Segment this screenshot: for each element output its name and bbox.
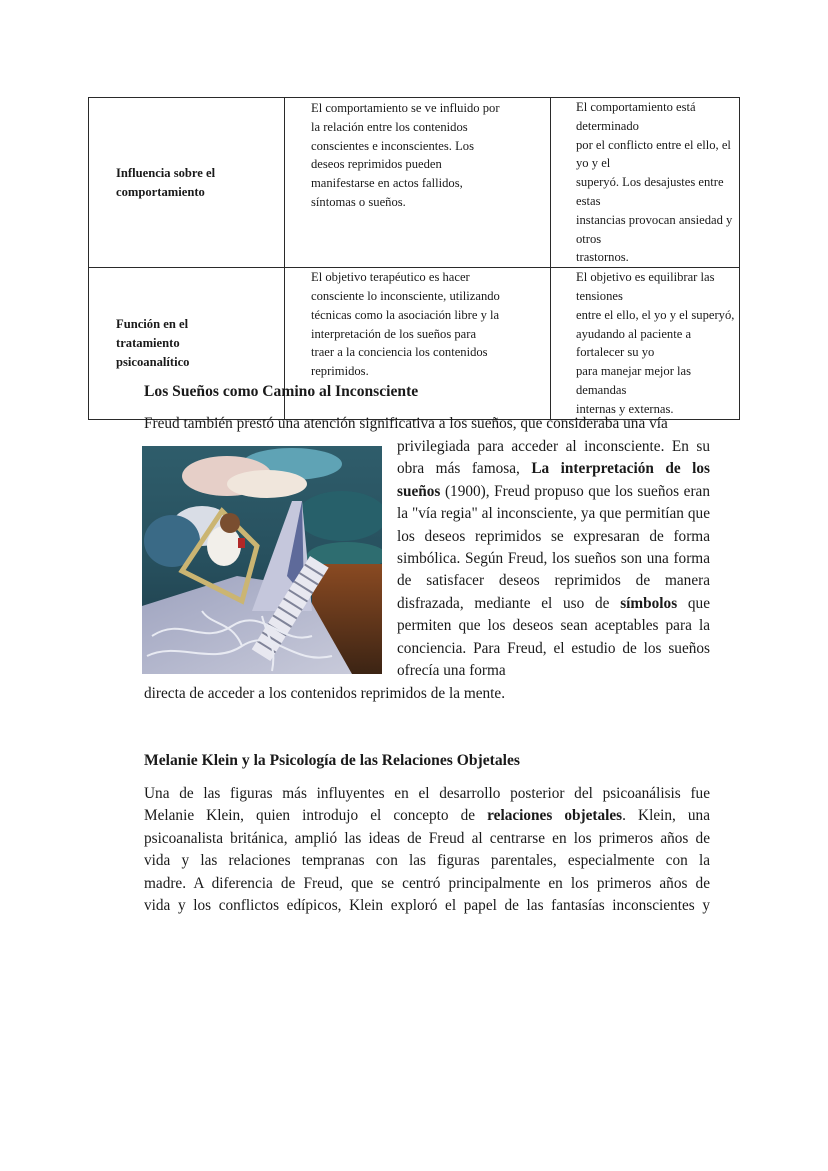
dreams-paragraph-wrapped-text [397, 436, 710, 682]
row-label-line: tratamiento [116, 335, 180, 350]
row-label-line: Función en el [116, 317, 189, 332]
text-run: que permiten que los deseos sean aceptables para la conciencia. Para Freud, el estudio de los sueños ofrecía una forma [397, 594, 710, 680]
cell-line: instancias provocan ansiedad y otros [576, 212, 733, 246]
cell-line: conscientes e inconscientes. Los [311, 138, 474, 153]
text-run: psicoanalista británica, amplió las ideas de Freud al centrarse en los primeros años de [144, 829, 710, 847]
cell-line: El comportamiento está determinado [576, 100, 696, 133]
row-label-line: Influencia sobre el [116, 165, 216, 180]
paragraph-line [144, 850, 710, 872]
text-run: privilegiada para acceder al inconsciente. En su obra más famosa, [397, 438, 710, 478]
table-row [89, 98, 740, 268]
dreams-paragraph-first-line: Freud también prestó una atención significativa a los sueños, que consideraba una vía [144, 415, 668, 432]
cell-line: técnicas como la asociación libre y la [311, 307, 500, 322]
freud-structural-cell [551, 98, 740, 268]
row-label-line: psicoanalítico [116, 354, 190, 369]
cell-line: superyó. Los desajustes entre estas [576, 175, 724, 208]
cell-line: deseos reprimidos pueden [311, 157, 442, 172]
section-heading-klein: Melanie Klein y la Psicología de las Relaciones Objetales [144, 752, 520, 769]
freud-topographic-cell [285, 98, 551, 268]
text-run: (1900), Freud propuso que los sueños eran la "vía regia" al inconsciente, ya que permitían que los deseos reprimidos se expresaran de forma simbólica. Según Freud, los sueños son una forma de satisfacer deseos reprimidos de manera disfrazada, mediante el uso de [397, 482, 710, 612]
cell-line: El comportamiento se ve influido por [311, 101, 500, 115]
text-run: madre. A diferencia de Freud, que se centró principalmente en los primeros años de [144, 874, 710, 892]
cell-line: El objetivo terapéutico es hacer [311, 270, 470, 285]
klein-paragraph [144, 783, 710, 917]
cell-line: por el conflicto entre el ello, el yo y el [576, 137, 731, 171]
cell-line: internas y externas. [576, 401, 674, 416]
cell-line: manifestarse en actos fallidos, [311, 176, 463, 191]
text-run: vida y los conflictos edípicos, Klein exploró el papel de las fantasías inconscientes y [144, 896, 710, 914]
cell-line: reprimidos. [311, 364, 369, 379]
freud-structural-cell [551, 268, 740, 419]
book-title-bold: La interpretación de los sueños [397, 460, 711, 500]
text-run: . Klein, una [622, 807, 710, 825]
cell-line: para manejar mejor las demandas [576, 364, 692, 397]
cell-line: trastornos. [576, 250, 629, 265]
row-label-line: comportamiento [116, 184, 205, 199]
dreams-paragraph-last-line: directa de acceder a los contenidos reprimidos de la mente. [144, 685, 506, 702]
cell-line: El objetivo es equilibrar las tensiones [576, 270, 715, 303]
symbols-term-bold: símbolos [620, 594, 678, 612]
paragraph-line [144, 783, 710, 805]
cell-line: ayudando al paciente a fortalecer su yo [576, 326, 692, 360]
row-label-cell [89, 98, 285, 268]
paragraph-line [144, 895, 710, 917]
cell-line: síntomas o sueños. [311, 194, 406, 209]
paragraph-line [144, 805, 710, 827]
paragraph-line [144, 873, 710, 895]
comparison-table [88, 97, 740, 420]
paragraph-line [144, 828, 710, 850]
text-run: Una de las figuras más influyentes en el desarrollo posterior del psicoanálisis fue [144, 785, 710, 802]
cell-line: consciente lo inconsciente, utilizando [311, 288, 500, 303]
cell-line: entre el ello, el yo y el superyó, [576, 307, 735, 322]
cell-line: interpretación de los sueños para [311, 326, 477, 341]
text-run: Melanie Klein, quien introdujo el concepto de [144, 807, 488, 825]
surrealist-painting-image [142, 446, 382, 674]
cell-line: traer a la conciencia los contenidos [311, 345, 488, 360]
section-heading-dreams: Los Sueños como Camino al Inconsciente [144, 383, 419, 400]
text-run: vida y las relaciones tempranas con las figuras parentales, especialmente con la [144, 852, 710, 870]
cell-line: la relación entre los contenidos [311, 119, 468, 134]
object-relations-term-bold: relaciones objetales [487, 807, 623, 825]
